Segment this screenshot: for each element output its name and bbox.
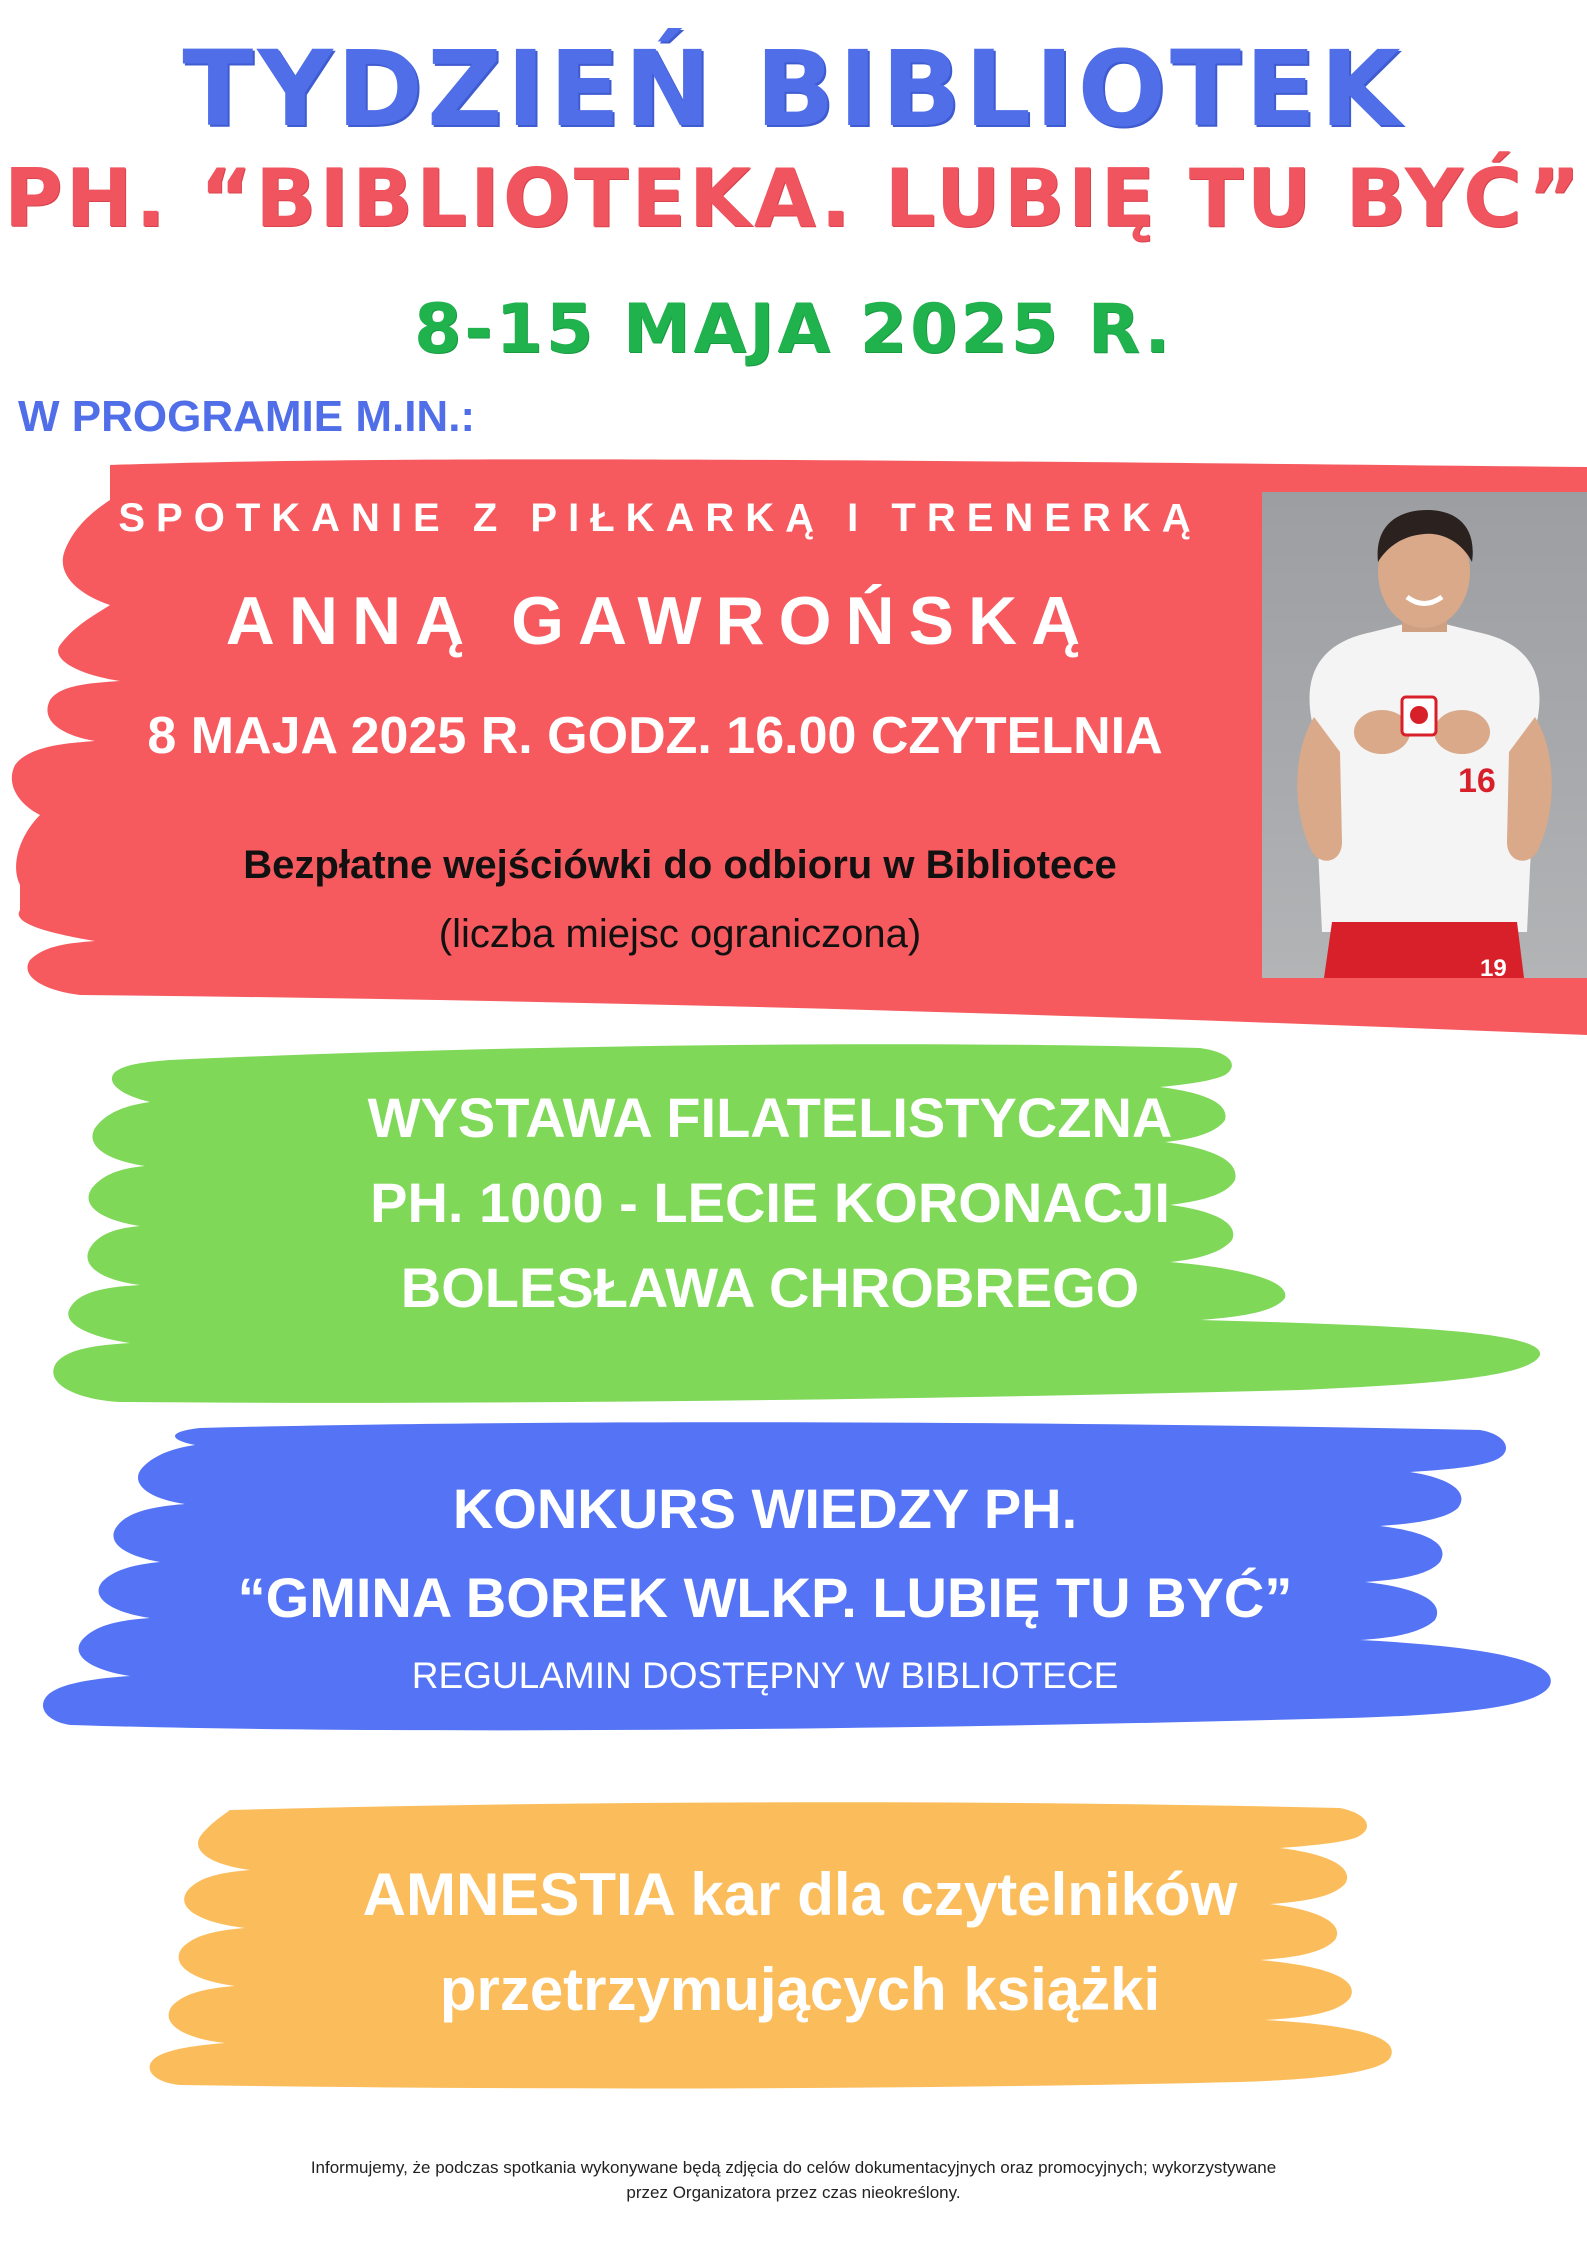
seats-note: (liczba miejsc ograniczona)	[438, 912, 922, 956]
tickets-info: Bezpłatne wejściówki do odbioru w Bibliotece	[243, 843, 1117, 887]
shorts-number: 19	[1480, 955, 1507, 978]
guest-name: ANNĄ GAWROŃSKĄ	[225, 583, 1095, 659]
meeting-intro: SPOTKANIE Z PIŁKARKĄ I TRENERKĄ	[118, 496, 1202, 540]
contest-title: KONKURS WIEDZY PH.	[452, 1477, 1078, 1540]
exhibition-subject: BOLESŁAWA CHROBREGO	[400, 1256, 1140, 1319]
footer-line-2: przez Organizatora przez czas nieokreślony.	[626, 2183, 961, 2202]
amnesty-title: AMNESTIA kar dla czytelników	[362, 1861, 1238, 1928]
photo-consent-notice	[160, 2155, 1427, 2205]
exhibition-theme: PH. 1000 - LECIE KORONACJI	[370, 1171, 1170, 1234]
contest-rules-note: REGULAMIN DOSTĘPNY W BIBLIOTECE	[411, 1655, 1119, 1696]
exhibition-title: WYSTAWA FILATELISTYCZNA	[367, 1086, 1173, 1149]
meeting-time-place: 8 MAJA 2025 R. GODZ. 16.00 CZYTELNIA	[147, 707, 1163, 765]
poster-title: TYDZIEŃ BIBLIOTEK	[182, 28, 1405, 150]
orange-brush-band	[0, 1800, 1587, 2090]
event-dates: 8-15 MAJA 2025 R.	[413, 290, 1174, 369]
footer-line-1: Informujemy, że podczas spotkania wykonywane będą zdjęcia do celów dokumentacyjnych oraz promocyjnych; wykorzystywane	[310, 2158, 1277, 2177]
amnesty-subtitle: przetrzymujących książki	[439, 1956, 1161, 2023]
chest-number: 16	[1458, 762, 1496, 800]
contest-theme: “GMINA BOREK WLKP. LUBIĘ TU BYĆ”	[237, 1566, 1293, 1629]
guest-photo	[1262, 492, 1587, 978]
programme-label: W PROGRAMIE M.IN.:	[18, 392, 476, 441]
poster-subtitle: PH. “BIBLIOTEKA. LUBIĘ TU BYĆ”	[3, 152, 1584, 245]
